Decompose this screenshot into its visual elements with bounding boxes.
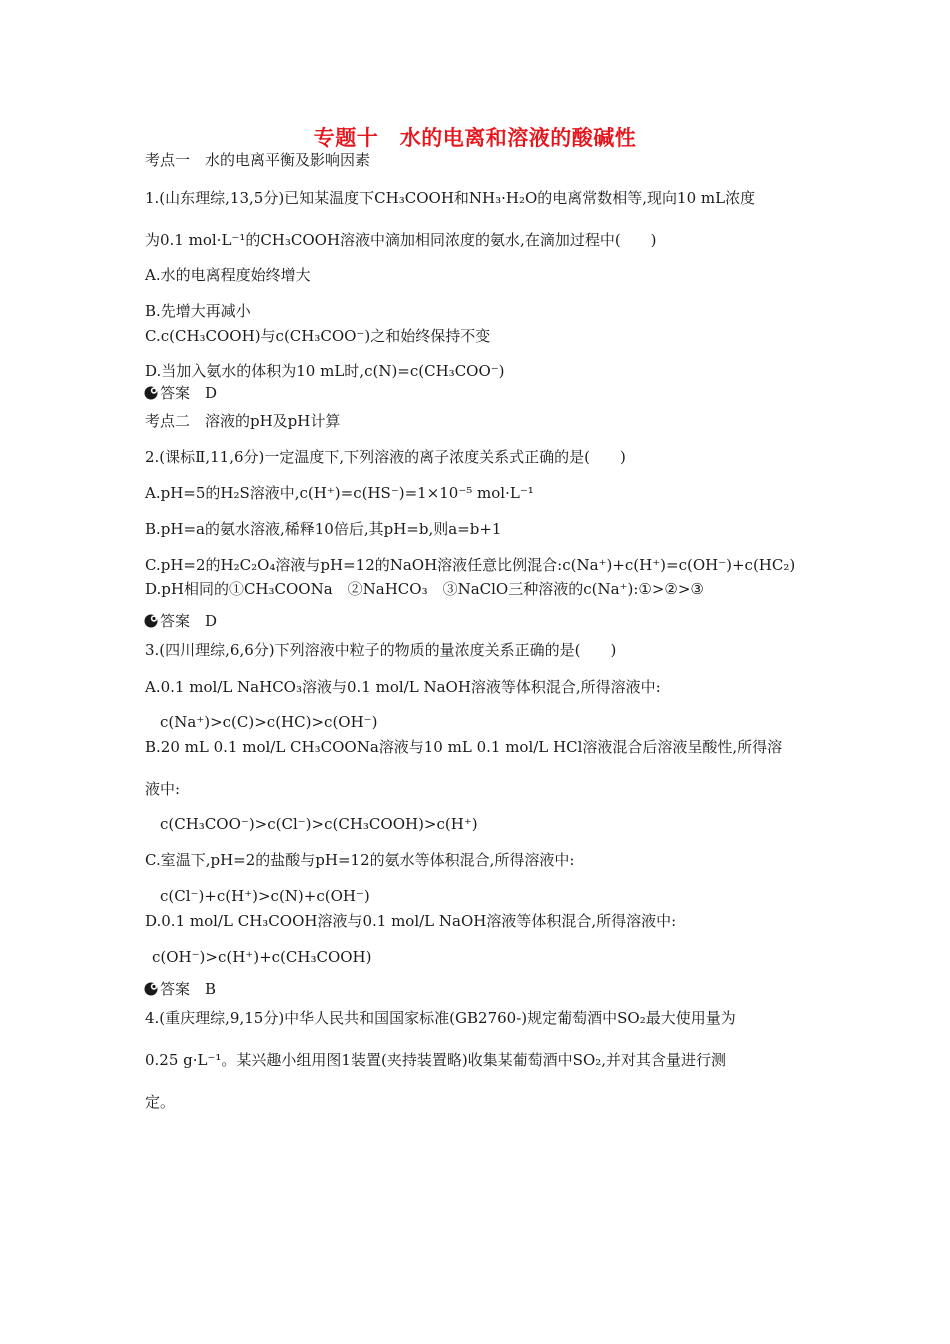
q3-answer-text: 答案 B (160, 980, 217, 998)
answer-marker-icon (143, 613, 159, 629)
q3-option-c-line2: c(Cl⁻)+c(H⁺)>c(N)+c(OH⁻) (160, 887, 370, 905)
q1-stem-line2: 为0.1 mol·L⁻¹的CH₃COOH溶液中滴加相同浓度的氨水,在滴加过程中( ) (145, 231, 657, 249)
q3-option-d-line1: D.0.1 mol/L CH₃COOH溶液与0.1 mol/L NaOH溶液等体积混合,所得溶液中: (145, 912, 677, 930)
section-heading-2: 考点二 溶液的pH及pH计算 (145, 412, 341, 430)
q3-option-b-line2: 液中: (145, 780, 181, 798)
q3-option-d-line2: c(OH⁻)>c(H⁺)+c(CH₃COOH) (152, 948, 372, 966)
q2-answer (145, 611, 217, 631)
q4-stem-line1: 4.(重庆理综,9,15分)中华人民共和国国家标准(GB2760-)规定葡萄酒中SO₂最大使用量为 (145, 1009, 736, 1027)
q2-answer-text: 答案 D (160, 612, 218, 630)
q3-option-a-line1: A.0.1 mol/L NaHCO₃溶液与0.1 mol/L NaOH溶液等体积混合,所得溶液中: (145, 678, 661, 696)
q2-option-a: A.pH=5的H₂S溶液中,c(H⁺)=c(HS⁻)=1×10⁻⁵ mol·L⁻¹ (145, 484, 534, 502)
q1-answer-text: 答案 D (160, 384, 218, 402)
q1-option-c: C.c(CH₃COOH)与c(CH₃COO⁻)之和始终保持不变 (145, 327, 491, 345)
q3-option-b-line3: c(CH₃COO⁻)>c(Cl⁻)>c(CH₃COOH)>c(H⁺) (160, 815, 478, 833)
section-heading-1: 考点一 水的电离平衡及影响因素 (145, 151, 371, 169)
q3-answer (145, 979, 216, 999)
q3-option-b-line1: B.20 mL 0.1 mol/L CH₃COONa溶液与10 mL 0.1 mol/L HCl溶液混合后溶液呈酸性,所得溶 (145, 738, 783, 756)
q1-stem-line1: 1.(山东理综,13,5分)已知某温度下CH₃COOH和NH₃·H₂O的电离常数相等,现向10 mL浓度 (145, 189, 756, 207)
q2-option-b: B.pH=a的氨水溶液,稀释10倍后,其pH=b,则a=b+1 (145, 520, 502, 538)
q3-option-c-line1: C.室温下,pH=2的盐酸与pH=12的氨水等体积混合,所得溶液中: (145, 851, 575, 869)
q1-answer (145, 383, 217, 403)
q3-stem: 3.(四川理综,6,6分)下列溶液中粒子的物质的量浓度关系正确的是( ) (145, 641, 617, 659)
q3-option-a-line2: c(Na⁺)>c(C)>c(HC)>c(OH⁻) (160, 713, 378, 731)
q1-option-d: D.当加入氨水的体积为10 mL时,c(N)=c(CH₃COO⁻) (145, 362, 505, 380)
q4-stem-line2: 0.25 g·L⁻¹。某兴趣小组用图1装置(夹持装置略)收集某葡萄酒中SO₂,并对其含量进行测 (145, 1051, 727, 1069)
q4-stem-line3: 定。 (145, 1093, 176, 1111)
q1-option-b: B.先增大再减小 (145, 302, 251, 320)
q2-stem: 2.(课标Ⅱ,11,6分)一定温度下,下列溶液的离子浓度关系式正确的是( ) (145, 448, 626, 466)
answer-marker-icon (143, 981, 159, 997)
page-title: 专题十 水的电离和溶液的酸碱性 (313, 126, 637, 150)
q2-option-d: D.pH相同的①CH₃COONa ②NaHCO₃ ③NaClO三种溶液的c(Na⁺):①>②>③ (145, 580, 704, 598)
answer-marker-icon (143, 385, 159, 401)
q1-option-a: A.水的电离程度始终增大 (145, 266, 311, 284)
q2-option-c: C.pH=2的H₂C₂O₄溶液与pH=12的NaOH溶液任意比例混合:c(Na⁺)+c(H⁺)=c(OH⁻)+c(HC₂) (145, 556, 796, 574)
